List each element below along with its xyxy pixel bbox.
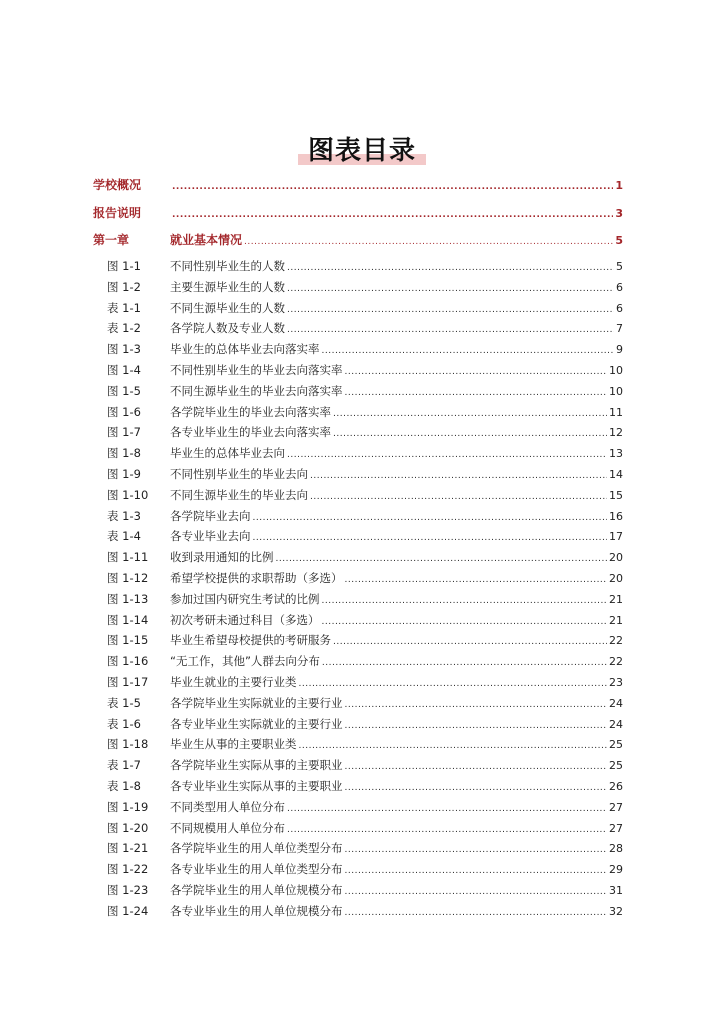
toc-entry-page-number: 12 <box>609 426 623 440</box>
toc-entry[interactable] <box>93 424 623 445</box>
toc-entry-page-number: 25 <box>609 759 623 773</box>
toc-entry-label: 学校概况 <box>93 178 142 192</box>
toc-entry[interactable] <box>93 231 623 258</box>
toc-entry[interactable] <box>93 204 623 232</box>
toc-entry-page-number: 6 <box>616 301 623 315</box>
toc-entry-page-number: 22 <box>609 655 623 669</box>
toc-entry[interactable] <box>93 362 623 383</box>
toc-entry[interactable] <box>93 695 623 716</box>
toc-entry-title: 各专业毕业生实际就业的主要行业 <box>170 716 343 731</box>
dot-leader <box>333 429 607 439</box>
toc-entry[interactable] <box>93 445 623 466</box>
toc-entry-label: 图 1-9 <box>107 466 141 481</box>
toc-entry-label: 图 1-3 <box>107 342 141 357</box>
dot-leader <box>287 825 607 835</box>
toc-entry-page-number: 16 <box>609 509 623 523</box>
toc-entry-page-number: 32 <box>609 904 623 918</box>
toc-entry[interactable] <box>93 320 623 341</box>
toc-entry-title: 各学院毕业生的用人单位规模分布 <box>170 882 343 897</box>
toc-entry-page-number: 14 <box>609 467 623 481</box>
toc-entry-title: 不同性别毕业生的毕业去向 <box>170 466 308 481</box>
toc-entry[interactable] <box>93 383 623 404</box>
dot-leader <box>287 804 607 814</box>
toc-entry-title: 各专业毕业生的用人单位类型分布 <box>170 862 343 877</box>
toc-entry[interactable] <box>93 632 623 653</box>
dot-leader <box>287 263 614 273</box>
toc-entry-page-number: 28 <box>609 842 623 856</box>
toc-entry[interactable] <box>93 736 623 757</box>
toc-entry[interactable] <box>93 653 623 674</box>
toc-entry-page-number: 29 <box>609 863 623 877</box>
toc-entry-title: 就业基本情况 <box>170 233 243 247</box>
dot-leader <box>276 554 608 564</box>
toc-entry-label: 图 1-23 <box>107 882 149 897</box>
toc-entry-title: 各专业毕业生的毕业去向落实率 <box>170 425 331 440</box>
toc-entry[interactable] <box>93 674 623 695</box>
toc-entry-page-number: 13 <box>609 447 623 461</box>
toc-entry-page-number: 22 <box>609 634 623 648</box>
toc-entry[interactable] <box>93 258 623 279</box>
toc-entry-title: 不同生源毕业生的毕业去向落实率 <box>170 383 343 398</box>
dot-leader <box>310 492 607 502</box>
dot-leader <box>345 388 608 398</box>
toc-entry-label: 表 1-4 <box>107 529 141 544</box>
toc-entry-label: 图 1-5 <box>107 383 141 398</box>
toc-entry[interactable] <box>93 487 623 508</box>
toc-entry-label: 表 1-8 <box>107 778 141 793</box>
dot-leader <box>345 367 608 377</box>
dot-leader <box>345 762 608 772</box>
toc-entry-label: 图 1-14 <box>107 612 149 627</box>
toc-entry-label: 图 1-11 <box>107 550 149 565</box>
toc-entry[interactable] <box>93 903 623 924</box>
toc-entry-label: 表 1-1 <box>107 300 141 315</box>
toc-entry-title: 不同生源毕业生的毕业去向 <box>170 487 308 502</box>
dot-leader <box>322 346 615 356</box>
toc-entry-label: 图 1-22 <box>107 862 149 877</box>
dot-leader <box>287 325 614 335</box>
dot-leader <box>253 533 608 543</box>
toc-entry-label: 图 1-12 <box>107 570 149 585</box>
toc-entry-label: 表 1-6 <box>107 716 141 731</box>
toc-entry-label: 图 1-4 <box>107 362 141 377</box>
toc-entry-page-number: 3 <box>615 206 623 220</box>
toc-entry-page-number: 20 <box>609 571 623 585</box>
dot-leader <box>345 783 608 793</box>
toc-entry-title: 各学院毕业生的毕业去向落实率 <box>170 404 331 419</box>
dot-leader <box>253 513 608 523</box>
toc-entry-page-number: 9 <box>616 343 623 357</box>
toc-entry-title: 各学院毕业生的用人单位类型分布 <box>170 841 343 856</box>
toc-entry-page-number: 1 <box>615 179 623 192</box>
dot-leader <box>310 471 607 481</box>
toc-entry[interactable] <box>93 612 623 633</box>
dot-leader <box>333 637 607 647</box>
toc-entry-title: 各学院毕业生实际从事的主要职业 <box>170 758 343 773</box>
toc-entry-title: 毕业生的总体毕业去向落实率 <box>170 342 320 357</box>
toc-entry[interactable] <box>93 861 623 882</box>
toc-entry-label: 图 1-7 <box>107 425 141 440</box>
toc-entry[interactable] <box>93 591 623 612</box>
toc-entry-title: 不同性别毕业生的毕业去向落实率 <box>170 362 343 377</box>
toc-entry-label: 图 1-21 <box>107 841 149 856</box>
dot-leader <box>244 237 613 247</box>
toc-entry[interactable] <box>93 570 623 591</box>
toc-entry-page-number: 7 <box>616 322 623 336</box>
toc-entry-title: 参加过国内研究生考试的比例 <box>170 591 320 606</box>
dot-leader <box>299 741 608 751</box>
toc-entry-title: 毕业生希望母校提供的考研服务 <box>170 633 331 648</box>
toc-entry-label: 表 1-7 <box>107 758 141 773</box>
toc-entry-label: 报告说明 <box>93 205 142 220</box>
dot-leader <box>172 210 613 220</box>
toc-entry-page-number: 11 <box>609 405 623 419</box>
toc-entry[interactable] <box>93 549 623 570</box>
toc-entry-title: 不同生源毕业生的人数 <box>170 300 285 315</box>
dot-leader <box>333 409 607 419</box>
toc-entry-title: 毕业生就业的主要行业类 <box>170 674 297 689</box>
toc-entry-title: 毕业生从事的主要职业类 <box>170 737 297 752</box>
toc-entry-label: 图 1-20 <box>107 820 149 835</box>
toc-entry-title: 主要生源毕业生的人数 <box>170 279 285 294</box>
toc-entry-page-number: 24 <box>609 696 623 710</box>
toc-entry-title: 希望学校提供的求职帮助（多选） <box>170 570 343 585</box>
toc-entry-page-number: 31 <box>609 883 623 897</box>
toc-entry-label: 图 1-1 <box>107 259 141 273</box>
dot-leader <box>345 575 608 585</box>
toc-entry-label: 图 1-16 <box>107 654 149 669</box>
toc-entry-page-number: 27 <box>609 800 623 814</box>
toc-entry[interactable] <box>93 466 623 487</box>
toc-entry[interactable] <box>93 279 623 300</box>
dot-leader <box>287 284 614 294</box>
toc-entry-label: 表 1-5 <box>107 695 141 710</box>
toc-entry[interactable] <box>93 820 623 841</box>
toc-entry-label: 表 1-3 <box>107 508 141 523</box>
toc-entry-page-number: 25 <box>609 738 623 752</box>
toc-entry-label: 图 1-8 <box>107 446 141 461</box>
dot-leader <box>345 866 608 876</box>
toc-entry-page-number: 17 <box>609 530 623 544</box>
toc-entry-label: 图 1-15 <box>107 633 149 648</box>
toc-entry-page-number: 27 <box>609 821 623 835</box>
page-title-text: 图表目录 <box>307 136 416 166</box>
toc-entry-title: 各专业毕业生实际从事的主要职业 <box>170 778 343 793</box>
toc-entry-page-number: 24 <box>609 717 623 731</box>
toc-entry-page-number: 23 <box>609 675 623 689</box>
page-title <box>298 130 426 167</box>
dot-leader <box>287 305 614 315</box>
toc-entry-title: 各学院毕业去向 <box>170 508 251 523</box>
toc-entry-title: 各专业毕业生的用人单位规模分布 <box>170 903 343 918</box>
toc-entry[interactable] <box>93 176 623 204</box>
dot-leader <box>345 887 608 897</box>
dot-leader <box>287 450 607 460</box>
toc-entry-title: 各学院人数及专业人数 <box>170 321 285 336</box>
toc-entry-page-number: 10 <box>609 384 623 398</box>
toc-entry[interactable] <box>93 508 623 529</box>
toc-entry[interactable] <box>93 716 623 737</box>
dot-leader <box>345 845 608 855</box>
dot-leader <box>172 182 613 192</box>
toc-entry[interactable] <box>93 757 623 778</box>
toc-entry-label: 图 1-6 <box>107 404 141 419</box>
toc-entry-label: 图 1-2 <box>107 279 141 294</box>
title-block <box>0 130 724 167</box>
toc-entry-title: 不同规模用人单位分布 <box>170 820 285 835</box>
toc-entry-label: 第一章 <box>93 233 130 247</box>
toc-entry-label: 图 1-17 <box>107 674 149 689</box>
toc-entry-page-number: 26 <box>609 779 623 793</box>
toc-entry[interactable] <box>93 840 623 861</box>
toc-entry-label: 图 1-24 <box>107 903 149 918</box>
toc-entry-title: 毕业生的总体毕业去向 <box>170 446 285 461</box>
toc-entry-page-number: 21 <box>609 613 623 627</box>
toc-entry-label: 图 1-10 <box>107 487 149 502</box>
toc-entry[interactable] <box>93 778 623 799</box>
toc-entry[interactable] <box>93 528 623 549</box>
toc-entry-label: 图 1-18 <box>107 737 149 752</box>
dot-leader <box>345 908 608 918</box>
toc-entry-title: 初次考研未通过科目（多选） <box>170 612 320 627</box>
toc-entry-label: 表 1-2 <box>107 321 141 336</box>
toc-entry[interactable] <box>93 799 623 820</box>
toc-entry-title: 不同性别毕业生的人数 <box>170 259 285 273</box>
toc-entry-page-number: 20 <box>609 551 623 565</box>
toc-entry-title: 不同类型用人单位分布 <box>170 799 285 814</box>
toc-entry-page-number: 5 <box>615 234 623 247</box>
toc-entry-title: 各学院毕业生实际就业的主要行业 <box>170 695 343 710</box>
toc-entry-title: 各专业毕业去向 <box>170 529 251 544</box>
toc-entry[interactable] <box>93 404 623 425</box>
dot-leader <box>322 617 608 627</box>
toc-entry-title: 收到录用通知的比例 <box>170 550 274 565</box>
table-of-contents <box>93 176 623 924</box>
dot-leader <box>322 658 607 668</box>
toc-entry[interactable] <box>93 882 623 903</box>
toc-entry-label: 图 1-19 <box>107 799 149 814</box>
toc-entry-page-number: 5 <box>616 260 623 273</box>
toc-entry-page-number: 10 <box>609 363 623 377</box>
dot-leader <box>345 700 608 710</box>
toc-entry-label: 图 1-13 <box>107 591 149 606</box>
toc-entry-page-number: 15 <box>609 488 623 502</box>
toc-entry[interactable] <box>93 300 623 321</box>
dot-leader <box>322 596 608 606</box>
dot-leader <box>345 721 608 731</box>
toc-entry-page-number: 6 <box>616 280 623 294</box>
toc-entry-title: “无工作，其他”人群去向分布 <box>170 654 320 669</box>
toc-entry[interactable] <box>93 341 623 362</box>
toc-entry-page-number: 21 <box>609 592 623 606</box>
dot-leader <box>299 679 608 689</box>
